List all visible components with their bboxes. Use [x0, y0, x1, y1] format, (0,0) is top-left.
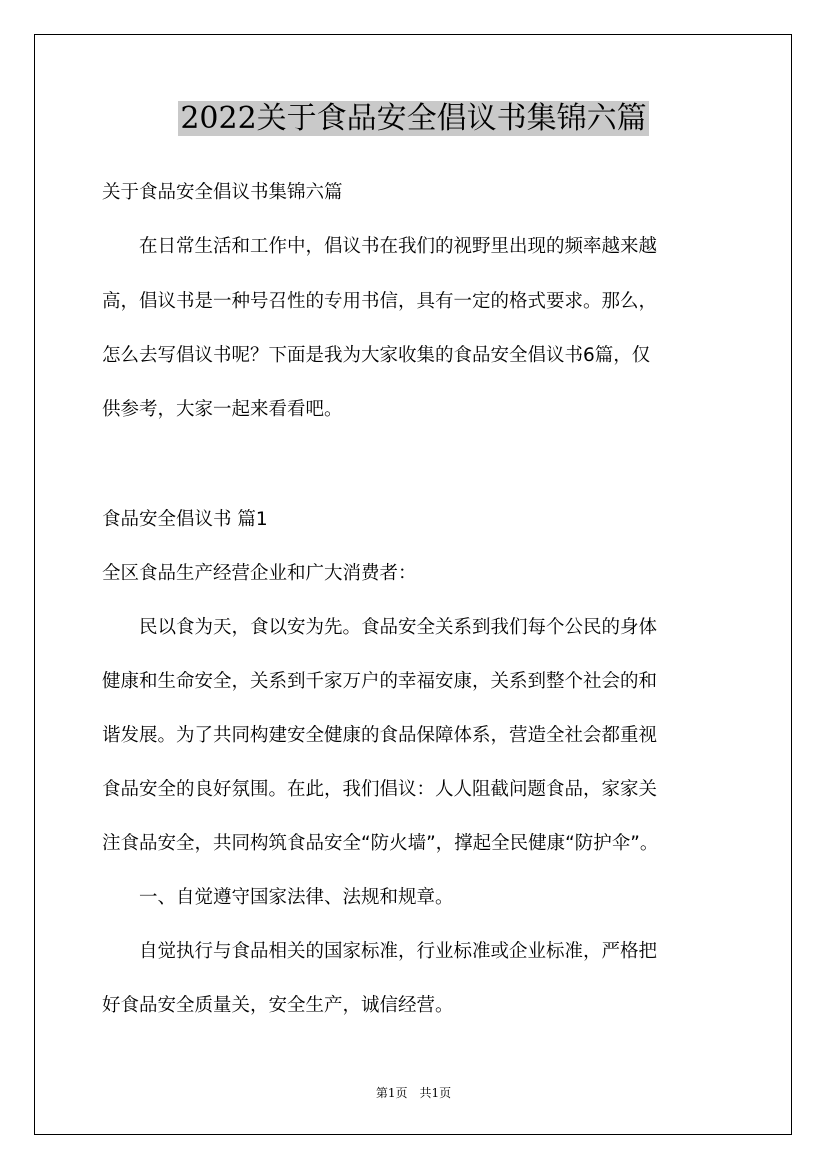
section-heading: 食品安全倡议书 篇1 [102, 509, 268, 530]
paragraph-line: 在日常生活和工作中，倡议书在我们的视野里出现的频率越来越 [102, 236, 658, 257]
paragraph-line: 供参考，大家一起来看看吧。 [102, 399, 343, 420]
paragraph-line: 注食品安全，共同构筑食品安全“防火墙”，撑起全民健康“防护伞”。 [102, 833, 659, 854]
paragraph-line: 食品安全的良好氛围。在此，我们倡议：人人阻截问题食品，家家关 [102, 779, 658, 800]
paragraph-line: 怎么去写倡议书呢？下面是我为大家收集的食品安全倡议书6篇，仅 [102, 345, 651, 366]
list-item-heading: 一、自觉遵守国家法律、法规和规章。 [102, 887, 454, 908]
paragraph-line: 健康和生命安全，关系到千家万户的幸福安康，关系到整个社会的和 [102, 671, 658, 692]
page-number-label: 第1页 共1页 [375, 1086, 452, 1100]
paragraph-line: 好食品安全质量关，安全生产，诚信经营。 [102, 995, 454, 1016]
salutation-line: 全区食品生产经营企业和广大消费者： [102, 563, 417, 584]
document-title [0, 97, 827, 141]
paragraph-line: 民以食为天，食以安为先。食品安全关系到我们每个公民的身体 [102, 617, 658, 638]
paragraph-line: 自觉执行与食品相关的国家标准，行业标准或企业标准，严格把 [102, 941, 658, 962]
paragraph-line: 高，倡议书是一种号召性的专用书信，具有一定的格式要求。那么， [102, 291, 658, 312]
paragraph-line: 谐发展。为了共同构建安全健康的食品保障体系，营造全社会都重视 [102, 725, 658, 746]
subtitle-line: 关于食品安全倡议书集锦六篇 [102, 182, 343, 203]
page-footer [0, 1084, 827, 1101]
document-title-text: 2022关于食品安全倡议书集锦六篇 [180, 101, 647, 136]
